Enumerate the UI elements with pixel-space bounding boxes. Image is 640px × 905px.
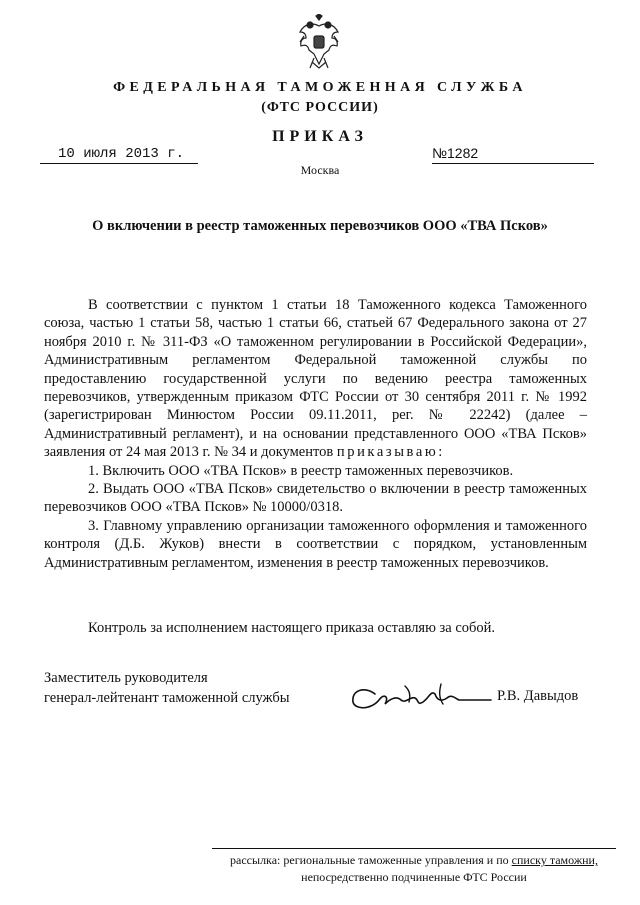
agency-short-name: (ФТС РОССИИ) (261, 100, 379, 115)
order-item-3: 3. Главному управлению организации таможенного оформления и таможенного контроля (Д.Б. Жуков) внести в соответствии с порядком, установленным Административным регламентом, изменения в реестр таможенных перевозчиков. (44, 517, 587, 571)
distribution-list (212, 852, 616, 886)
control-clause: Контроль за исполнением настоящего приказа оставляю за собой. (88, 620, 496, 636)
handwritten-signature (345, 676, 495, 716)
order-subject: О включении в реестр таможенных перевозчиков ООО «ТВА Псков» (92, 218, 548, 234)
distribution-line2: непосредственно подчиненные ФТС России (301, 870, 527, 884)
distribution-prefix: рассылка: региональные таможенные управления и по (230, 853, 512, 867)
distribution-line1 (212, 852, 616, 869)
distribution-link: списку таможни, (511, 853, 598, 867)
order-body (44, 296, 587, 572)
signatory-name: Р.В. Давыдов (497, 688, 579, 704)
signatory-title (44, 668, 290, 708)
order-date: 10 июля 2013 г. (58, 146, 185, 162)
city: Москва (300, 163, 340, 177)
order-item-1: 1. Включить ООО «ТВА Псков» в реестр таможенных перевозчиков. (88, 462, 514, 479)
signatory-title-line1: Заместитель руководителя (44, 670, 208, 686)
distribution-rule (212, 848, 616, 849)
preamble-text: В соответствии с пунктом 1 статьи 18 Таможенного кодекса Таможенного союза, частью 1 статьи 58, частью 1 статьи 66, статьей 67 Федерального закона от 27 ноября 2010 г. № 311-ФЗ «О таможенном регулировании в Российской Федерации», Административным регламентом Федеральной таможенной службы по предоставлению государственной услуги по ведению реестра таможенных перевозчиков, утвержденным приказом ФТС России от 30 сентября 2011 г. № 1992 (зарегистрирован Минюстом России 09.11.2011, рег. № 22242) (далее – Административный регламент), и на основании представленного ООО «ТВА Псков» заявления от 24 мая 2013 г. № 34 и документов (44, 297, 587, 461)
order-word: приказываю: (336, 444, 445, 461)
document-type: ПРИКАЗ (272, 128, 368, 145)
preamble-paragraph (44, 296, 587, 462)
signatory-title-line2: генерал-лейтенант таможенной службы (44, 690, 290, 706)
coat-of-arms-emblem (296, 14, 342, 70)
order-number: №1282 (432, 145, 479, 161)
order-item-2: 2. Выдать ООО «ТВА Псков» свидетельство о включении в реестр таможенных перевозчиков ООО «ТВА Псков» № 10000/0318. (44, 481, 587, 516)
agency-name: ФЕДЕРАЛЬНАЯ ТАМОЖЕННАЯ СЛУЖБА (113, 80, 527, 95)
